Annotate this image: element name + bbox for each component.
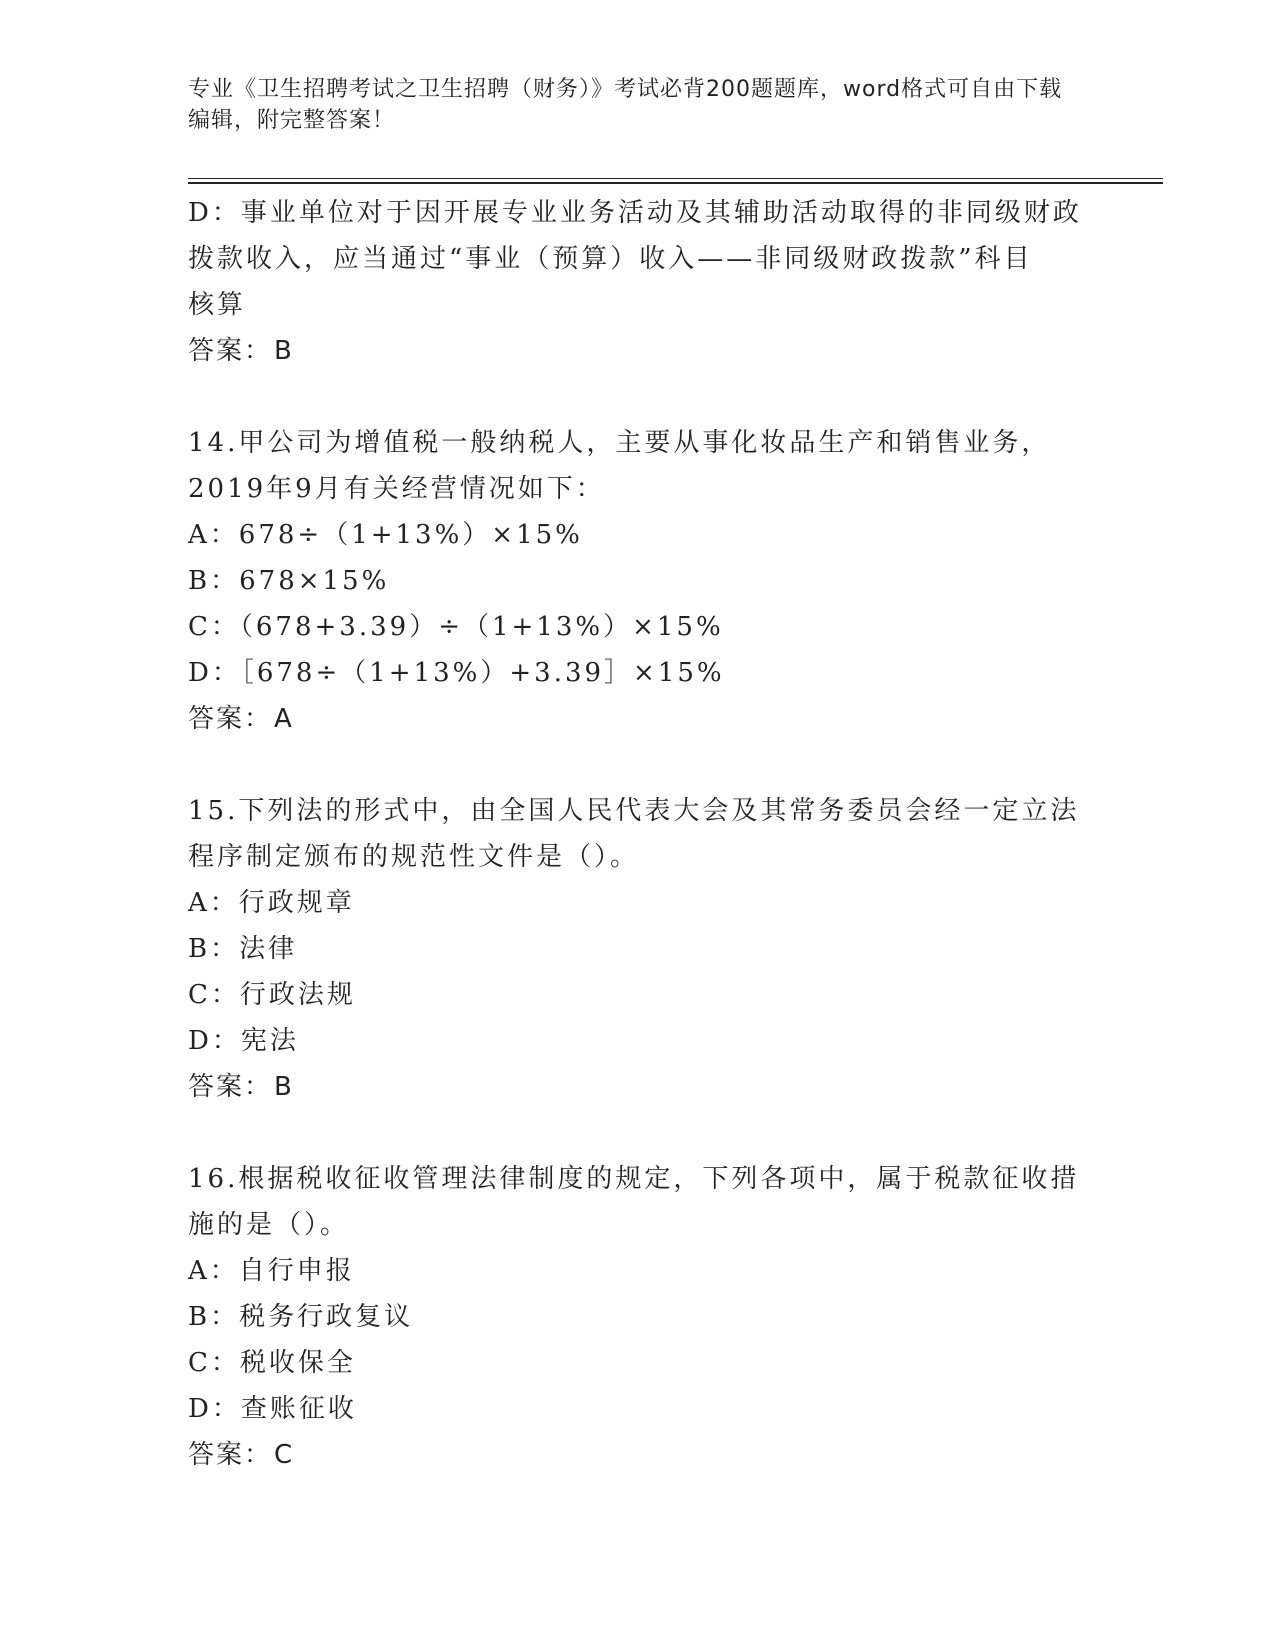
answer-line bbox=[188, 328, 1088, 374]
question-stem-line: 程序制定颁布的规范性文件是（）。 bbox=[188, 842, 640, 872]
question-15 bbox=[188, 788, 1088, 1110]
answer-label: 答案： bbox=[188, 1440, 273, 1470]
document-title: 专业《卫生招聘考试之卫生招聘（财务）》考试必背200题题库，word格式可自由下载编辑，附完整答案！ bbox=[188, 77, 1063, 133]
option-b: B：税务行政复议 bbox=[188, 1302, 414, 1332]
option-b: B：678×15% bbox=[188, 566, 390, 596]
option-d: D：查账征收 bbox=[188, 1394, 357, 1424]
option-d-line-3: 核算 bbox=[188, 290, 247, 320]
option-d-line-1: D：事业单位对于因开展专业业务活动及其辅助活动取得的非同级财政 bbox=[188, 198, 1082, 228]
answer-value: A bbox=[274, 704, 294, 734]
option-c: C：行政法规 bbox=[188, 980, 356, 1010]
option-a: A：自行申报 bbox=[188, 1256, 355, 1286]
option-d-line-2: 拨款收入，应当通过“事业（预算）收入——非同级财政拨款”科目 bbox=[188, 244, 1033, 274]
document-body bbox=[188, 190, 1088, 1524]
question-14 bbox=[188, 420, 1088, 742]
option-c: C：（678+3.39）÷（1+13%）×15% bbox=[188, 612, 724, 642]
option-b: B：法律 bbox=[188, 934, 298, 964]
option-d: D：宪法 bbox=[188, 1026, 299, 1056]
question-stem-line: 16.根据税收征收管理法律制度的规定，下列各项中，属于税款征收措 bbox=[188, 1164, 1080, 1194]
answer-value: B bbox=[274, 1072, 294, 1102]
header-divider-thin bbox=[188, 178, 1163, 179]
option-a: A：678÷（1+13%）×15% bbox=[188, 520, 583, 550]
document-header bbox=[188, 74, 1068, 136]
answer-label: 答案： bbox=[188, 336, 273, 366]
answer-value: B bbox=[274, 336, 294, 366]
header-divider-thick bbox=[188, 182, 1163, 184]
question-stem-line: 2019年9月有关经营情况如下： bbox=[188, 474, 605, 504]
answer-line bbox=[188, 1432, 1088, 1478]
answer-line bbox=[188, 696, 1088, 742]
option-d: D：［678÷（1+13%）+3.39］×15% bbox=[188, 658, 725, 688]
answer-label: 答案： bbox=[188, 1072, 273, 1102]
option-c: C：税收保全 bbox=[188, 1348, 356, 1378]
question-stem-line: 15.下列法的形式中，由全国人民代表大会及其常务委员会经一定立法 bbox=[188, 796, 1080, 826]
option-a: A：行政规章 bbox=[188, 888, 355, 918]
answer-label: 答案： bbox=[188, 704, 273, 734]
question-13-continued bbox=[188, 190, 1088, 374]
question-16 bbox=[188, 1156, 1088, 1478]
answer-line bbox=[188, 1064, 1088, 1110]
question-stem-line: 施的是（）。 bbox=[188, 1210, 350, 1240]
question-stem-line: 14.甲公司为增值税一般纳税人，主要从事化妆品生产和销售业务， bbox=[188, 428, 1051, 458]
answer-value: C bbox=[274, 1440, 295, 1470]
